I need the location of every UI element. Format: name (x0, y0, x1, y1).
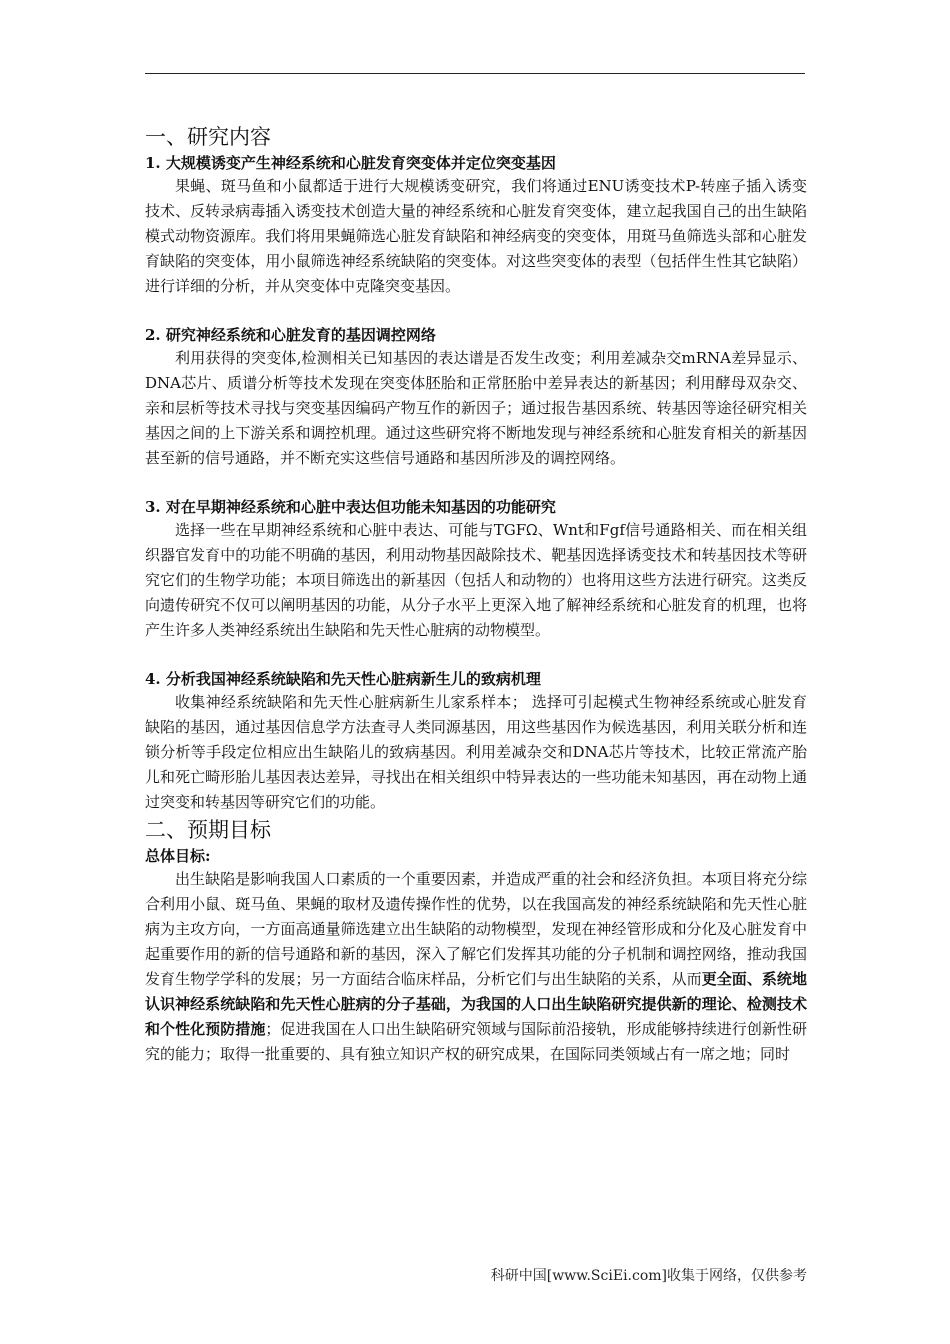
item-heading-3: 3. 对在早期神经系统和心脏中表达但功能未知基因的功能研究 (145, 498, 556, 516)
overall-goal-label: 总体目标: (145, 847, 211, 865)
section-title-expected-goals: 二、预期目标 (145, 818, 271, 842)
header-rule (145, 73, 805, 74)
document-body (145, 122, 807, 1067)
item-body-4: 收集神经系统缺陷和先天性心脏病新生儿家系样本； 选择可引起模式生物神经系统或心脏发育缺陷的基因，通过基因信息学方法查寻人类同源基因，用这些基因作为候选基因，利用关联分析和连锁分析等手段定位相应出生缺陷儿的致病基因。利用差减杂交和DNA芯片等技术，比较正常流产胎儿和死亡畸形胎儿基因表达差异，寻找出在相关组织中特异表达的一些功能未知基因，再在动物上通过突变和转基因等研究它们的功能。 (145, 693, 807, 811)
goal-text-pre: 出生缺陷是影响我国人口素质的一个重要因素，并造成严重的社会和经济负担。本项目将充分综合利用小鼠、斑马鱼、果蝇的取材及遗传操作性的优势，以在我国高发的神经系统缺陷和先天性心脏病为主攻方向，一方面高通量筛选建立出生缺陷的动物模型，发现在神经管形成和分化及心脏发育中起重要作用的新的信号通路和新的基因，深入了解它们发挥其功能的分子机制和调控网络，推动我国发育生物学学科的发展；另一方面结合临床样品，分析它们与出生缺陷的关系，从而 (145, 870, 807, 988)
goal-text-post: ；促进我国在人口出生缺陷研究领域与国际前沿接轨，形成能够持续进行创新性研究的能力；取得一批重要的、具有独立知识产权的研究成果，在国际同类领域占有一席之地；同时 (145, 1020, 807, 1063)
item-body-1: 果蝇、斑马鱼和小鼠都适于进行大规模诱变研究，我们将通过ENU诱变技术P-转座子插入诱变技术、反转录病毒插入诱变技术创造大量的神经系统和心脏发育突变体，建立起我国自己的出生缺陷模式动物资源库。我们将用果蝇筛选心脏发育缺陷和神经病变的突变体，用斑马鱼筛选头部和心脏发育缺陷的突变体，用小鼠筛选神经系统缺陷的突变体。对这些突变体的表型（包括伴生性其它缺陷）进行详细的分析，并从突变体中克隆突变基因。 (145, 177, 807, 295)
item-body-2: 利用获得的突变体,检测相关已知基因的表达谱是否发生改变；利用差减杂交mRNA差异显示、DNA芯片、质谱分析等技术发现在突变体胚胎和正常胚胎中差异表达的新基因；利用酵母双杂交、亲和层析等技术寻找与突变基因编码产物互作的新因子；通过报告基因系统、转基因等途径研究相关基因之间的上下游关系和调控机理。通过这些研究将不断地发现与神经系统和心脏发育相关的新基因甚至新的信号通路，并不断充实这些信号通路和基因所涉及的调控网络。 (145, 349, 807, 467)
section-title-research-content: 一、研究内容 (145, 125, 271, 149)
item-heading-2: 2. 研究神经系统和心脏发育的基因调控网络 (145, 326, 436, 344)
item-body-3: 选择一些在早期神经系统和心脏中表达、可能与TGFᘯ、Wnt和Fgf信号通路相关、而在相关组织器官发育中的功能不明确的基因，利用动物基因敲除技术、靶基因选择诱变技术和转基因技术等研究它们的生物学功能；本项目筛选出的新基因（包括人和动物的）也将用这些方法进行研究。这类反向遗传研究不仅可以阐明基因的功能，从分子水平上更深入地了解神经系统和心脏发育的机理，也将产生许多人类神经系统出生缺陷和先天性心脏病的动物模型。 (145, 521, 807, 639)
item-heading-4: 4. 分析我国神经系统缺陷和先天性心脏病新生儿的致病机理 (145, 670, 541, 688)
overall-goal-body (145, 867, 807, 1067)
footer-source-note: 科研中国[www.SciEi.com]收集于网络，仅供参考 (490, 1268, 807, 1284)
item-heading-1: 1. 大规模诱变产生神经系统和心脏发育突变体并定位突变基因 (145, 154, 556, 172)
goal-text-bold: 更全面、系统地认识神经系统缺陷和先天性心脏病的分子基础，为我国的人口出生缺陷研究提供新的理论、检测技术和个性化预防措施 (145, 970, 807, 1038)
